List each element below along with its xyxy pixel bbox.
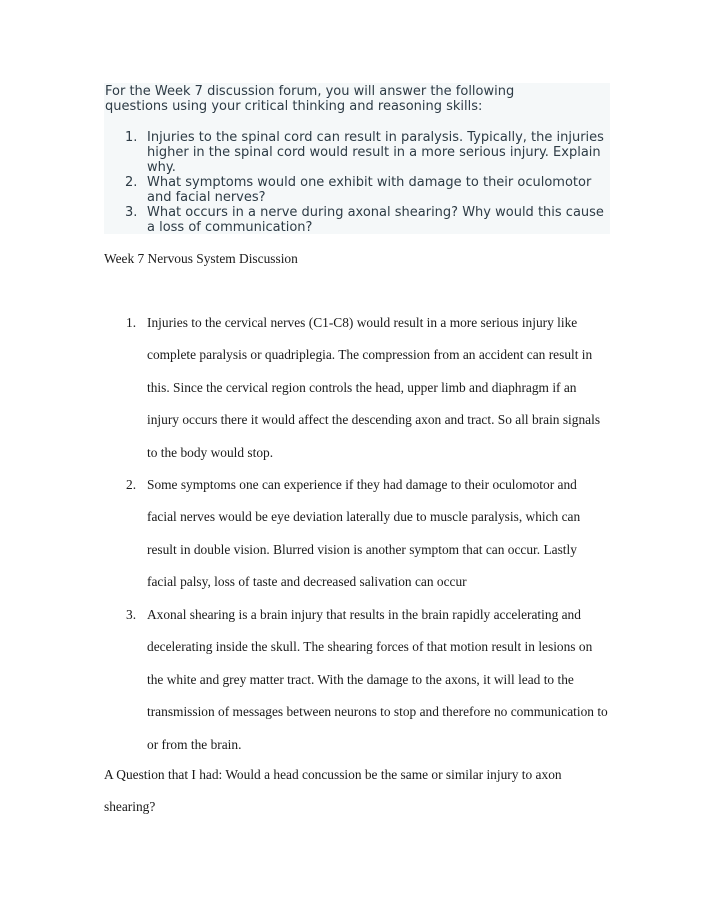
document-title: Week 7 Nervous System Discussion: [104, 251, 298, 266]
prompt-question-3: [104, 205, 605, 235]
prompt-box: [104, 83, 610, 234]
prompt-question-1: [104, 130, 605, 175]
answer-number: 2.: [126, 477, 137, 492]
prompt-question-text: What occurs in a nerve during axonal shearing? Why would this cause a loss of communication?: [147, 205, 604, 235]
answer-1: [126, 307, 609, 469]
answer-3: [126, 599, 609, 761]
prompt-question-2: [104, 175, 605, 205]
follow-up-question: A Question that I had: Would a head concussion be the same or similar injury to axon shearing?: [104, 767, 562, 815]
prompt-question-number: 1.: [125, 130, 138, 145]
answer-text: Some symptoms one can experience if they had damage to their oculomotor and facial nerves would be eye deviation laterally due to muscle paralysis, which can result in double vision. Blurred vision is another symptom that can occur. Lastly facial palsy, loss of taste and decreased salivation can occur: [147, 477, 581, 590]
answer-number: 3.: [126, 607, 137, 622]
prompt-question-number: 3.: [125, 205, 138, 220]
answer-text: Injuries to the cervical nerves (C1-C8) would result in a more serious injury like complete paralysis or quadriplegia. The compression from an accident can result in this. Since the cervical region controls the head, upper limb and diaphragm if an injury occurs there it would affect the descending axon and tract. So all brain signals to the body would stop.: [147, 315, 601, 460]
prompt-question-number: 2.: [125, 175, 138, 190]
prompt-question-text: Injuries to the spinal cord can result in paralysis. Typically, the injuries higher in the spinal cord would result in a more serious injury. Explain why.: [147, 130, 604, 175]
answer-text: Axonal shearing is a brain injury that results in the brain rapidly accelerating and decelerating inside the skull. The shearing forces of that motion result in lesions on the white and grey matter tract. With the damage to the axons, it will lead to the transmission of messages between neurons to stop and therefore no communication to or from the brain.: [147, 607, 608, 752]
prompt-intro: For the Week 7 discussion forum, you will answer the following questions using your critical thinking and reasoning skills:: [105, 84, 515, 114]
answer-number: 1.: [126, 315, 137, 330]
prompt-question-text: What symptoms would one exhibit with damage to their oculomotor and facial nerves?: [147, 175, 592, 205]
prompt-question-list: [104, 130, 605, 235]
answer-2: [126, 469, 609, 599]
